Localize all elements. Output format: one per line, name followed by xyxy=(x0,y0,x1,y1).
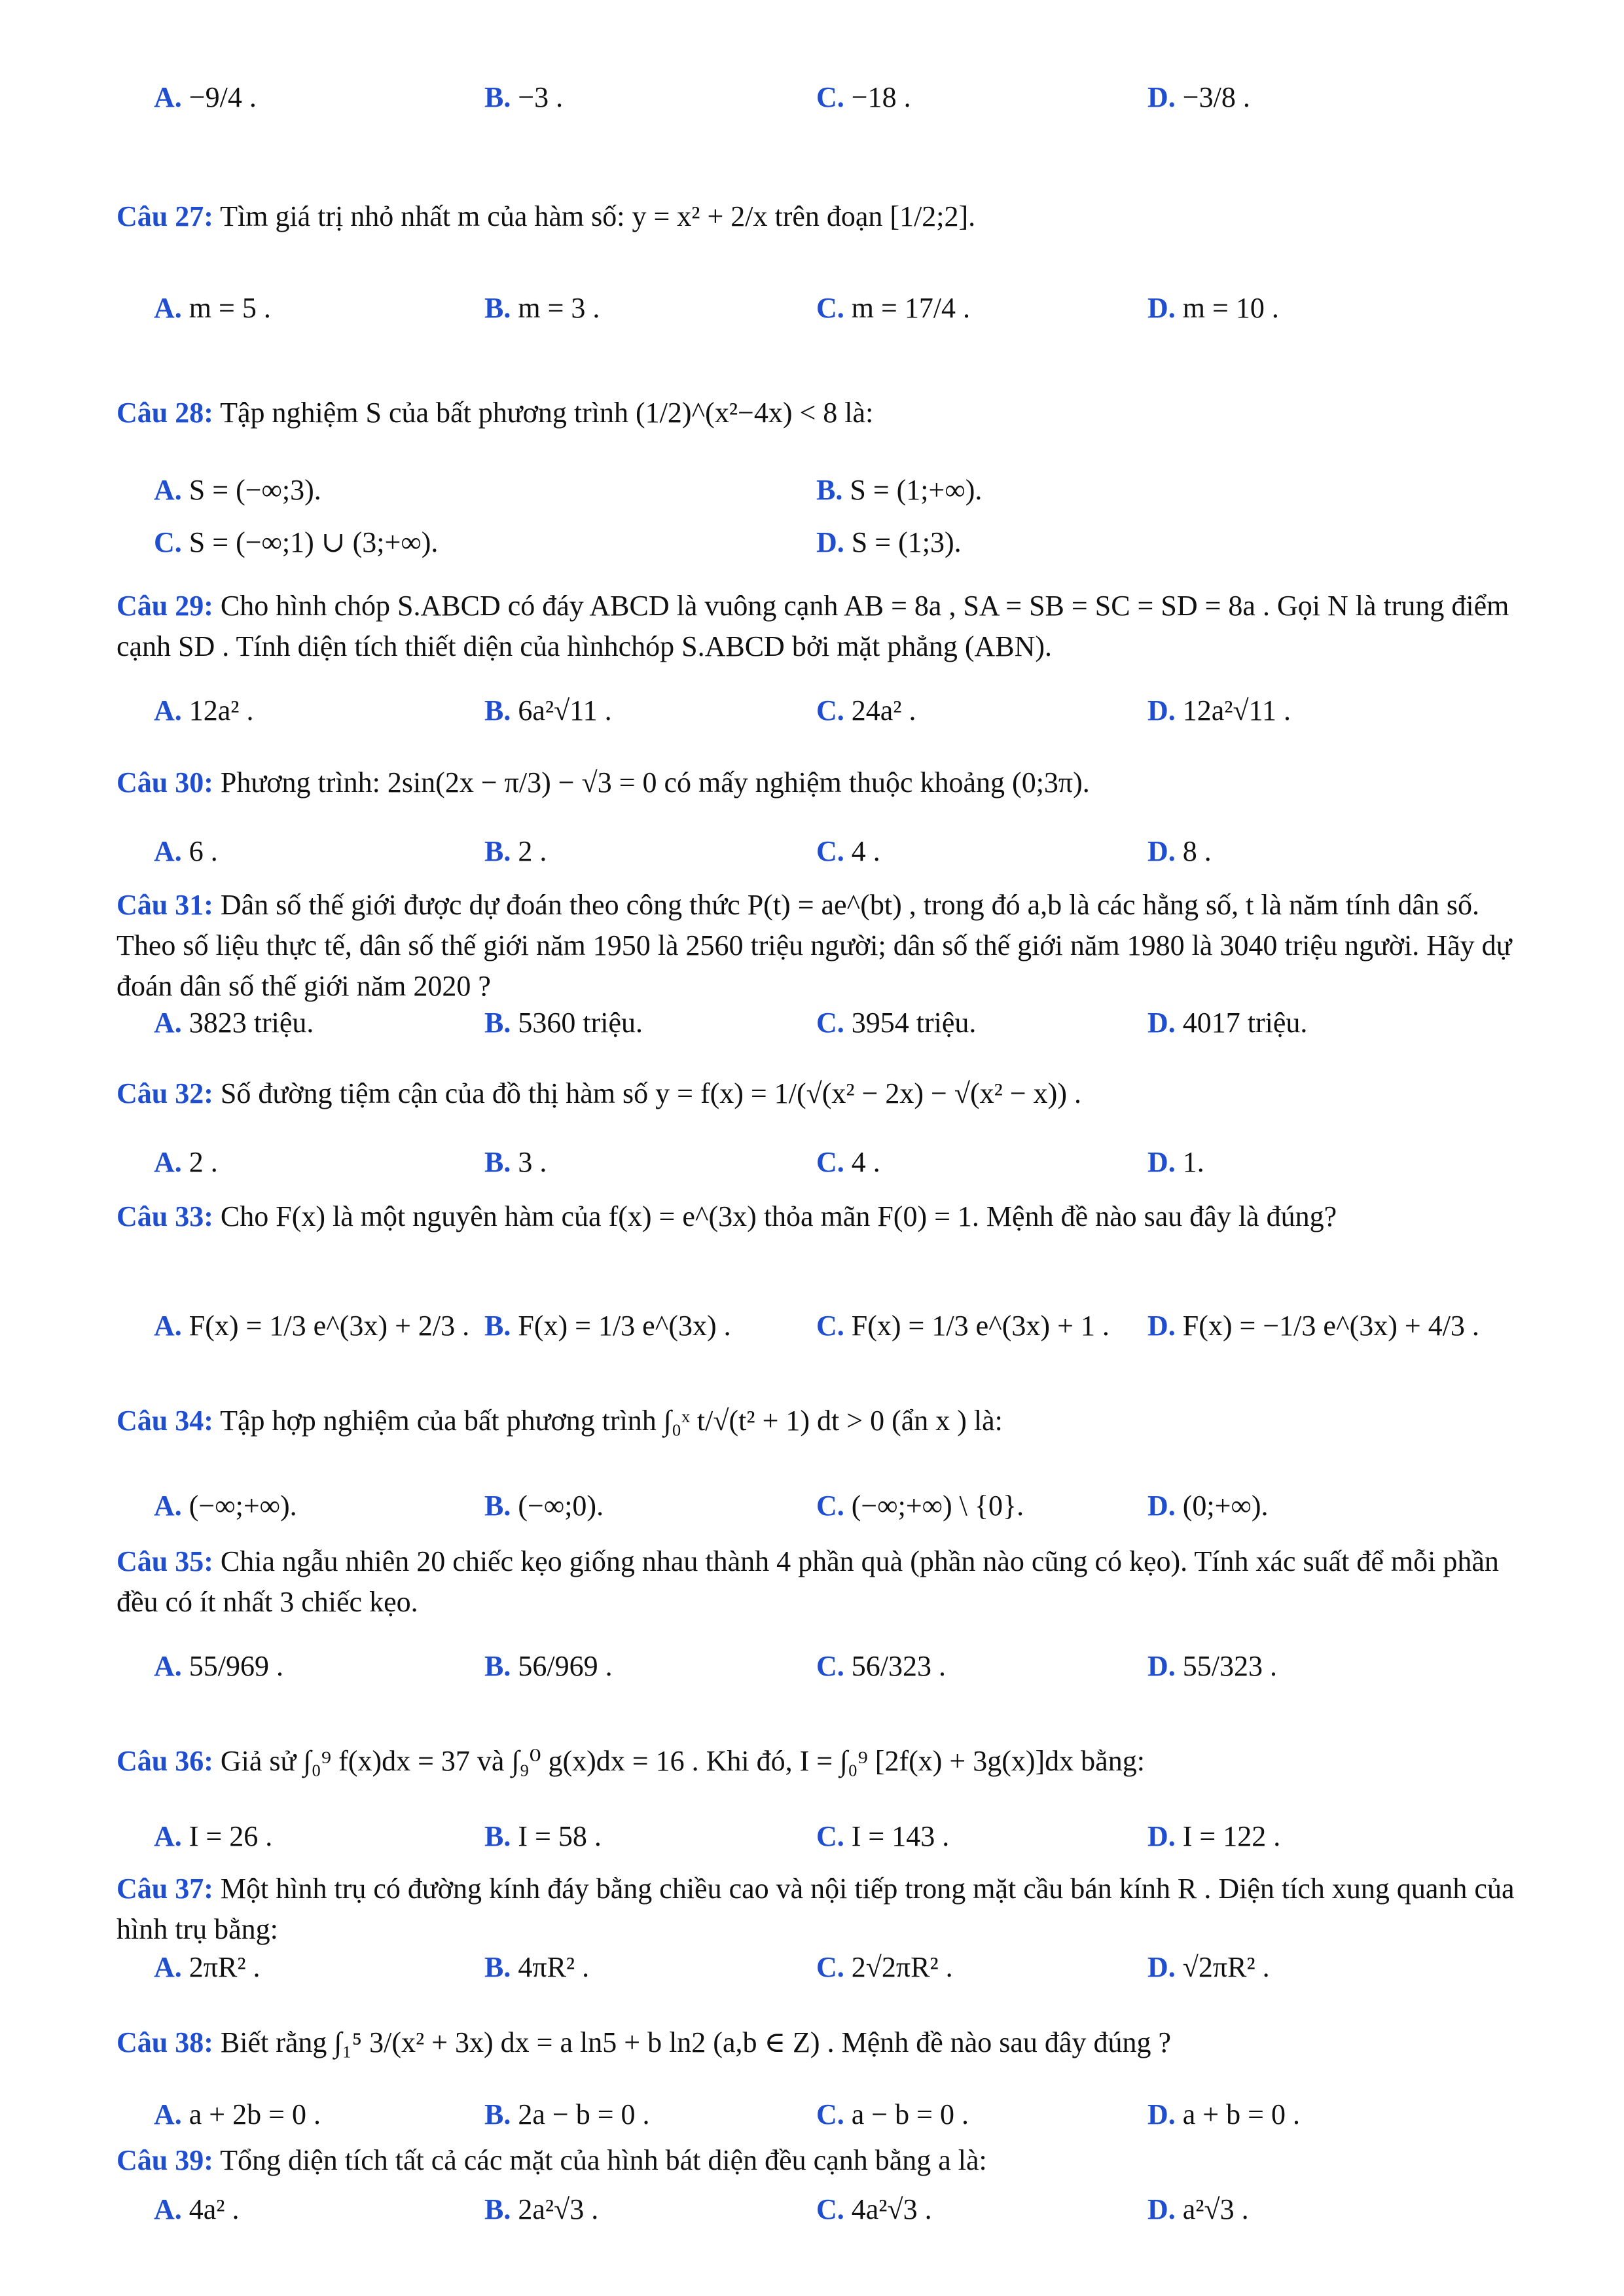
text: 2 . xyxy=(189,1146,218,1178)
label: Câu 38: xyxy=(117,2026,213,2058)
text: Tổng diện tích tất cả các mặt của hình bát diện đều cạnh bằng a là: xyxy=(220,2144,987,2176)
label: D. xyxy=(1147,1951,1176,1983)
answer-option xyxy=(154,522,438,563)
answer-option xyxy=(816,470,982,511)
label: Câu 29: xyxy=(117,590,213,622)
label: Câu 37: xyxy=(117,1873,213,1905)
text: 2a²√3 . xyxy=(518,2193,599,2225)
answer-option xyxy=(816,288,970,329)
label: B. xyxy=(484,1146,511,1178)
answer-option xyxy=(484,831,547,872)
text: −9/4 . xyxy=(189,81,257,113)
text: Cho hình chóp S.ABCD có đáy ABCD là vuông cạnh AB = 8a , SA = SB = SC = SD = 8a . Gọi N là trung điểm cạnh SD . Tính diện tích thiết diện của hìnhchóp S.ABCD bởi mặt phẳng (ABN). xyxy=(117,590,1509,662)
answer-option xyxy=(484,1816,602,1857)
text: I = 58 . xyxy=(518,1820,602,1852)
label: B. xyxy=(484,1650,511,1682)
label: B. xyxy=(484,835,511,867)
label: B. xyxy=(484,1310,511,1342)
text: 2a − b = 0 . xyxy=(518,2098,650,2130)
answer-option xyxy=(1147,2094,1300,2135)
label: C. xyxy=(816,1007,844,1039)
text: m = 3 . xyxy=(518,292,600,324)
label: A. xyxy=(154,2098,182,2130)
answer-option xyxy=(484,2189,598,2230)
answer-option xyxy=(154,288,271,329)
label: B. xyxy=(484,81,511,113)
label: Câu 35: xyxy=(117,1545,213,1577)
text: S = (−∞;1) ∪ (3;+∞). xyxy=(189,526,439,558)
answer-option xyxy=(154,1816,272,1857)
label: D. xyxy=(1147,694,1176,726)
label: C. xyxy=(816,1310,844,1342)
text: Tập nghiệm S của bất phương trình (1/2)^(x²−4x) < 8 là: xyxy=(220,397,874,429)
label: D. xyxy=(1147,1310,1176,1342)
text: I = 143 . xyxy=(851,1820,950,1852)
answer-option xyxy=(154,2094,321,2135)
label: B. xyxy=(484,1951,511,1983)
text: Tập hợp nghiệm của bất phương trình ∫₀ˣ t/√(t² + 1) dt > 0 (ẩn x ) là: xyxy=(220,1405,1003,1437)
label: A. xyxy=(154,1007,182,1039)
answer-option xyxy=(1147,1947,1270,1988)
answer-option xyxy=(484,1306,731,1346)
label: A. xyxy=(154,474,182,506)
text: 8 . xyxy=(1182,835,1212,867)
answer-option xyxy=(816,1003,976,1043)
answer-option xyxy=(816,2094,969,2135)
label: C. xyxy=(154,526,182,558)
text: Dân số thế giới được dự đoán theo công thức P(t) = ae^(bt) , trong đó a,b là các hằng số, t là năm tính dân số. Theo số liệu thực tế, dân số thế giới năm 1950 là 2560 triệu người; dân số thế giới năm 1980 là 3040 triệu người. Hãy dự đoán dân số thế giới năm 2020 ? xyxy=(117,889,1512,1002)
answer-option xyxy=(484,288,600,329)
label: D. xyxy=(1147,1490,1176,1522)
text: I = 26 . xyxy=(189,1820,273,1852)
label: A. xyxy=(154,1146,182,1178)
text: 6 . xyxy=(189,835,218,867)
label: D. xyxy=(1147,2193,1176,2225)
text: 3954 triệu. xyxy=(851,1007,977,1039)
question-34 xyxy=(117,1401,1517,1441)
text: 6a²√11 . xyxy=(518,694,612,726)
label: C. xyxy=(816,1820,844,1852)
q28-options xyxy=(154,470,1515,568)
text: m = 5 . xyxy=(189,292,271,324)
text: Cho F(x) là một nguyên hàm của f(x) = e^(3x) thỏa mãn F(0) = 1. Mệnh đề nào sau đây là đúng? xyxy=(220,1200,1337,1232)
question-27 xyxy=(117,196,1517,237)
answer-option xyxy=(816,2189,932,2230)
text: 4 . xyxy=(851,835,880,867)
label: C. xyxy=(816,2098,844,2130)
answer-option xyxy=(1147,1142,1204,1183)
label: A. xyxy=(154,1310,182,1342)
label: Câu 27: xyxy=(117,200,213,232)
label: D. xyxy=(1147,81,1176,113)
answer-option xyxy=(1147,691,1291,731)
text: 2πR² . xyxy=(189,1951,261,1983)
answer-option xyxy=(816,1486,1024,1526)
q36-options xyxy=(154,1816,1515,1875)
answer-option xyxy=(1147,1486,1269,1526)
label: B. xyxy=(484,292,511,324)
text: 5360 triệu. xyxy=(518,1007,643,1039)
label: A. xyxy=(154,694,182,726)
label: B. xyxy=(484,2193,511,2225)
label: B. xyxy=(484,1490,511,1522)
answer-option xyxy=(154,2189,240,2230)
q31-options xyxy=(154,1003,1515,1062)
answer-option xyxy=(484,1947,589,1988)
q26-option-d xyxy=(1147,77,1250,118)
text: S = (1;+∞). xyxy=(850,474,983,506)
label: Câu 32: xyxy=(117,1077,213,1109)
label: C. xyxy=(816,1951,844,1983)
text: 4πR² . xyxy=(518,1951,590,1983)
q34-options xyxy=(154,1486,1515,1545)
q26-option-a xyxy=(154,77,257,118)
text: a + b = 0 . xyxy=(1182,2098,1300,2130)
label: Câu 33: xyxy=(117,1200,213,1232)
answer-option xyxy=(816,1142,880,1183)
answer-option xyxy=(816,522,962,563)
text: 2√2πR² . xyxy=(851,1951,953,1983)
answer-option xyxy=(154,691,254,731)
label: Câu 39: xyxy=(117,2144,213,2176)
text: Chia ngẫu nhiên 20 chiếc kẹo giống nhau thành 4 phần quà (phần nào cũng có kẹo). Tính xác suất để mỗi phần đều có ít nhất 3 chiếc kẹo. xyxy=(117,1545,1499,1618)
answer-option xyxy=(1147,831,1212,872)
answer-option xyxy=(154,831,218,872)
answer-option xyxy=(484,691,612,731)
label: C. xyxy=(816,292,844,324)
text: F(x) = 1/3 e^(3x) + 1 . xyxy=(851,1310,1110,1342)
answer-option xyxy=(154,1306,469,1346)
text: 2 . xyxy=(518,835,547,867)
answer-option xyxy=(816,691,916,731)
text: F(x) = 1/3 e^(3x) + 2/3 . xyxy=(189,1310,470,1342)
text: a²√3 . xyxy=(1182,2193,1249,2225)
question-31 xyxy=(117,885,1517,1007)
q26-option-b xyxy=(484,77,563,118)
label: B. xyxy=(484,1007,511,1039)
text: −18 . xyxy=(851,81,911,113)
question-33 xyxy=(117,1196,1517,1237)
text: F(x) = −1/3 e^(3x) + 4/3 . xyxy=(1182,1310,1479,1342)
text: 4 . xyxy=(851,1146,880,1178)
text: −3 . xyxy=(518,81,564,113)
label: D. xyxy=(1147,1650,1176,1682)
answer-option xyxy=(154,1142,218,1183)
text: 12a²√11 . xyxy=(1182,694,1291,726)
label: A. xyxy=(154,1951,182,1983)
text: 56/969 . xyxy=(518,1650,613,1682)
label: C. xyxy=(816,694,844,726)
label: D. xyxy=(816,526,844,558)
answer-option xyxy=(1147,288,1279,329)
q32-options xyxy=(154,1142,1515,1201)
q39-options xyxy=(154,2189,1515,2248)
question-37 xyxy=(117,1869,1517,1950)
text: 4017 triệu. xyxy=(1182,1007,1308,1039)
label: B. xyxy=(484,2098,511,2130)
q27-options xyxy=(154,288,1515,347)
label: D. xyxy=(1147,835,1176,867)
answer-option xyxy=(816,831,880,872)
text: S = (−∞;3). xyxy=(189,474,321,506)
question-38 xyxy=(117,2022,1517,2063)
answer-option xyxy=(154,1947,261,1988)
label: C. xyxy=(816,1650,844,1682)
text: m = 10 . xyxy=(1182,292,1279,324)
text: m = 17/4 . xyxy=(851,292,971,324)
q37-options xyxy=(154,1947,1515,2006)
text: 4a² . xyxy=(189,2193,240,2225)
label: C. xyxy=(816,2193,844,2225)
answer-option xyxy=(484,2094,650,2135)
question-32 xyxy=(117,1073,1517,1114)
label: D. xyxy=(1147,1146,1176,1178)
text: S = (1;3). xyxy=(851,526,962,558)
label: C. xyxy=(816,835,844,867)
text: (−∞;+∞). xyxy=(189,1490,297,1522)
answer-option xyxy=(816,1306,1110,1346)
text: 4a²√3 . xyxy=(851,2193,932,2225)
answer-option xyxy=(484,1646,613,1687)
label: B. xyxy=(816,474,843,506)
label: Câu 30: xyxy=(117,766,213,798)
text: Một hình trụ có đường kính đáy bằng chiều cao và nội tiếp trong mặt cầu bán kính R . Diện tích xung quanh của hình trụ bằng: xyxy=(117,1873,1515,1945)
text: Biết rằng ∫₁⁵ 3/(x² + 3x) dx = a ln5 + b ln2 (a,b ∈ Z) . Mệnh đề nào sau đây đúng ? xyxy=(220,2026,1171,2058)
q33-options xyxy=(154,1306,1515,1365)
text: a − b = 0 . xyxy=(851,2098,969,2130)
text: I = 122 . xyxy=(1182,1820,1281,1852)
label: B. xyxy=(484,1820,511,1852)
label: A. xyxy=(154,1490,182,1522)
answer-option xyxy=(1147,1003,1307,1043)
label: Câu 31: xyxy=(117,889,213,921)
label: B. xyxy=(484,694,511,726)
text: 12a² . xyxy=(189,694,254,726)
text: a + 2b = 0 . xyxy=(189,2098,321,2130)
label: Câu 28: xyxy=(117,397,213,429)
answer-option xyxy=(1147,1306,1479,1346)
text: 56/323 . xyxy=(851,1650,947,1682)
text: 3823 triệu. xyxy=(189,1007,314,1039)
question-39 xyxy=(117,2140,1517,2181)
answer-option xyxy=(1147,2189,1249,2230)
text: −3/8 . xyxy=(1182,81,1250,113)
label: C. xyxy=(816,1146,844,1178)
text: 1. xyxy=(1182,1146,1204,1178)
label: D. xyxy=(1147,292,1176,324)
text: (−∞;0). xyxy=(518,1490,604,1522)
label: A. xyxy=(154,81,182,113)
label: C. xyxy=(816,1490,844,1522)
question-36 xyxy=(117,1741,1517,1782)
answer-option xyxy=(154,1486,297,1526)
text: √2πR² . xyxy=(1182,1951,1270,1983)
question-35 xyxy=(117,1541,1517,1623)
text: Giả sử ∫₀⁹ f(x)dx = 37 và ∫₉⁰ g(x)dx = 16 . Khi đó, I = ∫₀⁹ [2f(x) + 3g(x)]dx bằng: xyxy=(220,1745,1145,1777)
label: D. xyxy=(1147,2098,1176,2130)
answer-option xyxy=(816,1816,949,1857)
text: F(x) = 1/3 e^(3x) . xyxy=(518,1310,731,1342)
answer-option xyxy=(154,1003,314,1043)
text: Số đường tiệm cận của đồ thị hàm số y = f(x) = 1/(√(x² − 2x) − √(x² − x)) . xyxy=(220,1077,1081,1109)
label: Câu 34: xyxy=(117,1405,213,1437)
label: A. xyxy=(154,1650,182,1682)
answer-option xyxy=(1147,1816,1280,1857)
text: 3 . xyxy=(518,1146,547,1178)
answer-option xyxy=(154,470,321,511)
text: 24a² . xyxy=(851,694,916,726)
answer-option xyxy=(816,1646,946,1687)
label: Câu 36: xyxy=(117,1745,213,1777)
text: Tìm giá trị nhỏ nhất m của hàm số: y = x² + 2/x trên đoạn [1/2;2]. xyxy=(220,200,976,232)
label: A. xyxy=(154,2193,182,2225)
label: D. xyxy=(1147,1820,1176,1852)
question-29 xyxy=(117,586,1517,667)
q30-options xyxy=(154,831,1515,890)
answer-option xyxy=(484,1142,547,1183)
label: A. xyxy=(154,292,182,324)
q26-options xyxy=(154,77,1515,136)
text: 55/969 . xyxy=(189,1650,284,1682)
answer-option xyxy=(484,1486,604,1526)
question-30 xyxy=(117,762,1517,803)
text: (0;+∞). xyxy=(1182,1490,1269,1522)
answer-option xyxy=(484,1003,643,1043)
question-28 xyxy=(117,393,1517,433)
text: (−∞;+∞) \ {0}. xyxy=(851,1490,1024,1522)
q26-option-c xyxy=(816,77,911,118)
q35-options xyxy=(154,1646,1515,1705)
q29-options xyxy=(154,691,1515,749)
answer-option xyxy=(816,1947,953,1988)
label: A. xyxy=(154,835,182,867)
label: A. xyxy=(154,1820,182,1852)
label: C. xyxy=(816,81,844,113)
answer-option xyxy=(154,1646,283,1687)
text: 55/323 . xyxy=(1182,1650,1278,1682)
text: Phương trình: 2sin(2x − π/3) − √3 = 0 có mấy nghiệm thuộc khoảng (0;3π). xyxy=(220,766,1090,798)
label: D. xyxy=(1147,1007,1176,1039)
answer-option xyxy=(1147,1646,1277,1687)
